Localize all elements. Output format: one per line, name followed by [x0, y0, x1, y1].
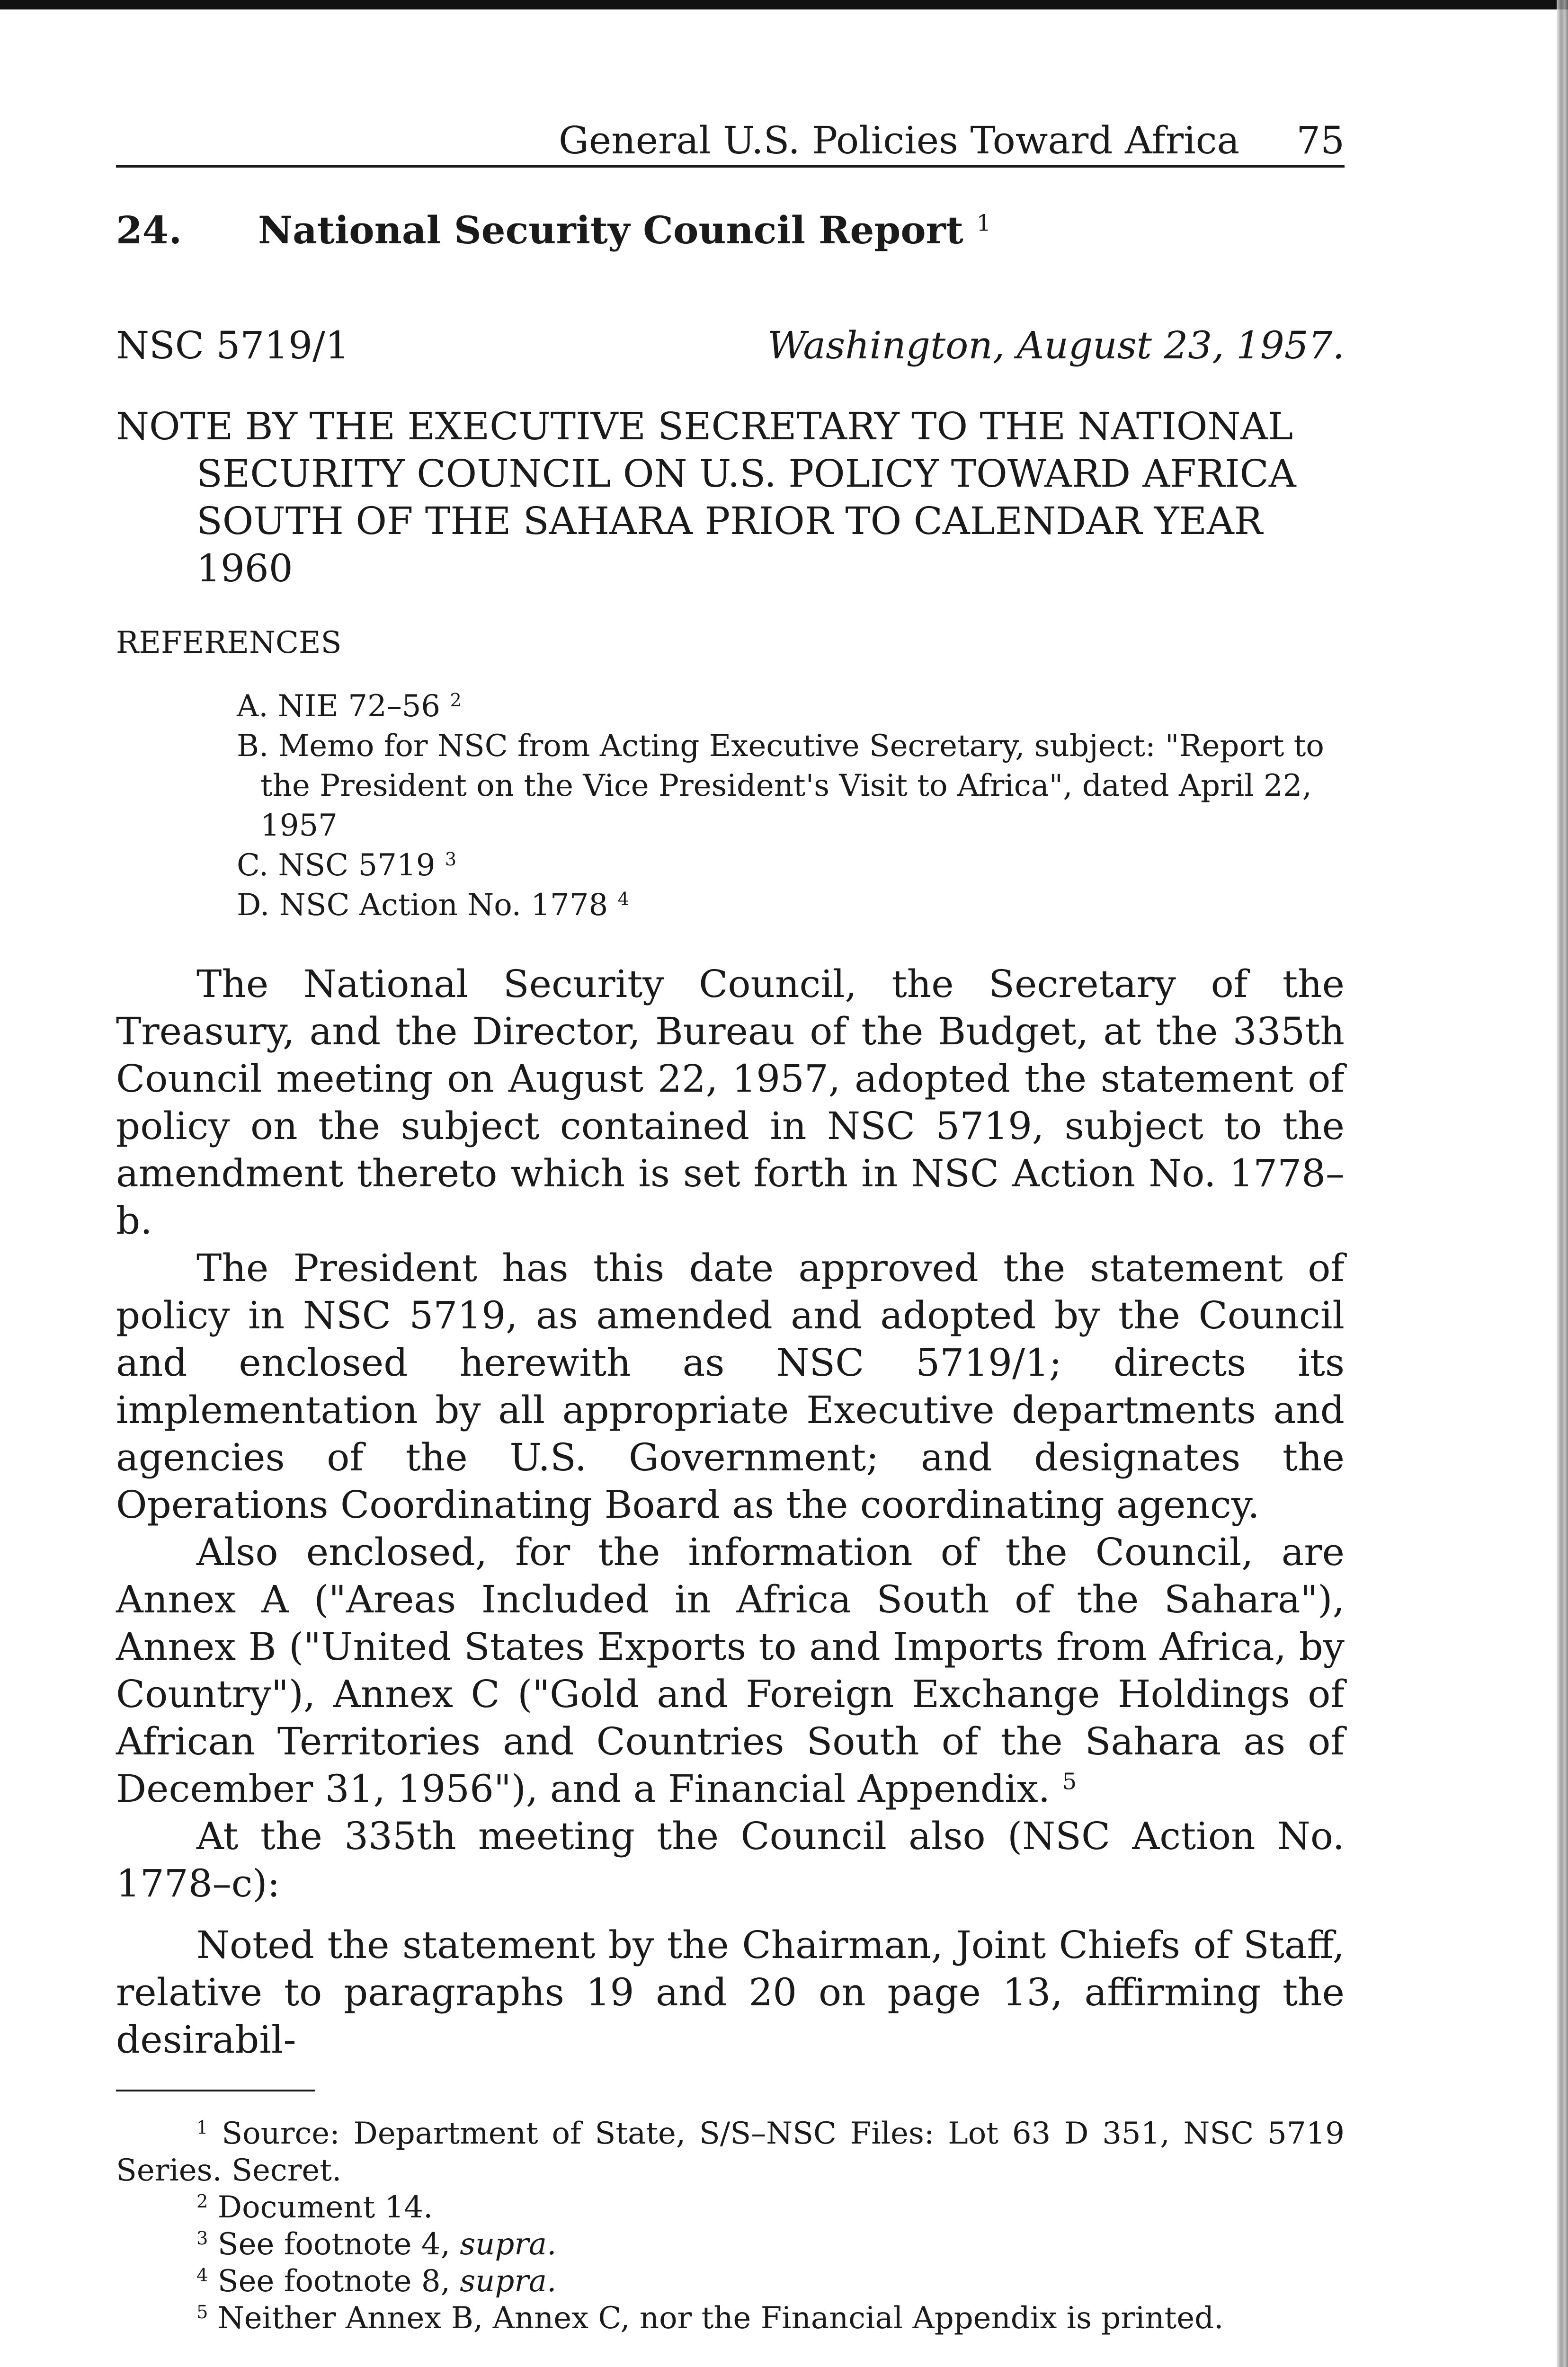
scan-top-border	[0, 0, 1568, 9]
body-paragraph-3	[116, 1529, 1345, 1813]
body-paragraph-1: The National Security Council, the Secretary of the Treasury, and the Director, Bureau of the Budget, at the 335th Council meeting on August 22, 1957, adopted the statement of policy on the subject contained in NSC 5719, subject to the amendment thereto which is set forth in NSC Action No. 1778–b.	[116, 962, 1345, 1243]
references-list	[116, 686, 1345, 925]
document-heading	[116, 208, 1345, 252]
footnote-text: See footnote 8,	[217, 2264, 460, 2299]
dateline: Washington, August 23, 1957.	[767, 323, 1345, 367]
footnote-number: 5	[196, 2301, 208, 2323]
references-label: REFERENCES	[116, 625, 342, 660]
footnote-number: 1	[196, 2117, 208, 2138]
document-id: NSC 5719/1	[116, 323, 349, 367]
document-title	[258, 208, 991, 252]
reference-text	[237, 686, 462, 726]
note-title: NOTE BY THE EXECUTIVE SECRETARY TO THE NATIONAL SECURITY COUNCIL ON U.S. POLICY TOWARD AFRICA SOUTH OF THE SAHARA PRIOR TO CALENDAR YEAR 1960	[116, 404, 1296, 590]
footnote-number: 3	[196, 2227, 208, 2249]
footnote-ref-5: 5	[1062, 1768, 1077, 1795]
scan-right-edge	[1557, 0, 1568, 2367]
footnote-4	[116, 2263, 1345, 2300]
reference-d: D. NSC Action No. 1778	[237, 888, 608, 923]
reference-a: A. NIE 72–56	[237, 689, 441, 724]
reference-text	[237, 726, 1340, 845]
reference-item	[237, 726, 1345, 845]
footnote-text: Source: Department of State, S/S–NSC Files: Lot 63 D 351, NSC 5719 Series. Secret.	[116, 2116, 1345, 2188]
page-content	[116, 118, 1345, 2337]
document-number: 24.	[116, 208, 182, 252]
footnote-2	[116, 2189, 1345, 2226]
footnote-italic: supra.	[460, 2227, 557, 2262]
reference-text	[237, 845, 456, 885]
footnote-ref-3: 3	[445, 848, 457, 870]
reference-b: B. Memo for NSC from Acting Executive Secretary, subject: "Report to the President on the Vice President's Visit to Africa", dated April 22, 1957	[237, 729, 1324, 843]
footnote-ref-1: 1	[976, 210, 991, 237]
reference-c: C. NSC 5719	[237, 848, 436, 883]
footnote-1	[116, 2115, 1345, 2189]
footnote-text: See footnote 4,	[217, 2227, 460, 2262]
footnote-text: Document 14.	[217, 2190, 433, 2225]
footnote-number: 4	[196, 2264, 208, 2286]
document-id-row	[116, 323, 1345, 367]
footnote-italic: supra.	[460, 2264, 557, 2299]
body-paragraph-4: At the 335th meeting the Council also (NSC Action No. 1778–c):	[116, 1814, 1345, 1905]
footnote-ref-4: 4	[617, 888, 629, 910]
document-title-text: National Security Council Report	[258, 208, 963, 252]
reference-item	[237, 845, 1345, 885]
footnote-5	[116, 2300, 1345, 2337]
footnotes	[116, 2115, 1345, 2337]
footnote-ref-2: 2	[450, 689, 462, 711]
reference-item	[237, 686, 1345, 726]
reference-text	[237, 885, 629, 925]
footnote-3	[116, 2226, 1345, 2263]
body-paragraph-5: Noted the statement by the Chairman, Joint Chiefs of Staff, relative to paragraphs 19 and 20 on page 13, affirming the desirabil-	[116, 1923, 1345, 2062]
running-head-title: General U.S. Policies Toward Africa	[559, 118, 1240, 162]
page-number: 75	[1296, 118, 1345, 162]
footnote-number: 2	[196, 2190, 208, 2212]
running-head	[116, 118, 1345, 168]
footnote-text: Neither Annex B, Annex C, nor the Financial Appendix is printed.	[217, 2301, 1224, 2336]
body-paragraph-2: The President has this date approved the statement of policy in NSC 5719, as amended and adopted by the Council and enclosed herewith as NSC 5719/1; directs its implementation by all appropriate Executive departments and agencies of the U.S. Government; and designates the Operations Coordinating Board as the coordinating agency.	[116, 1246, 1345, 1527]
reference-item	[237, 885, 1345, 925]
body-paragraph-3-text: Also enclosed, for the information of the Council, are Annex A ("Areas Included in Africa South of the Sahara"), Annex B ("United States Exports to and Imports from Africa, by Country"), Annex C ("Gold and Foreign Exchange Holdings of African Territories and Countries South of the Sahara as of December 31, 1956"), and a Financial Appendix.	[116, 1530, 1345, 1811]
footnote-separator	[116, 2090, 315, 2091]
